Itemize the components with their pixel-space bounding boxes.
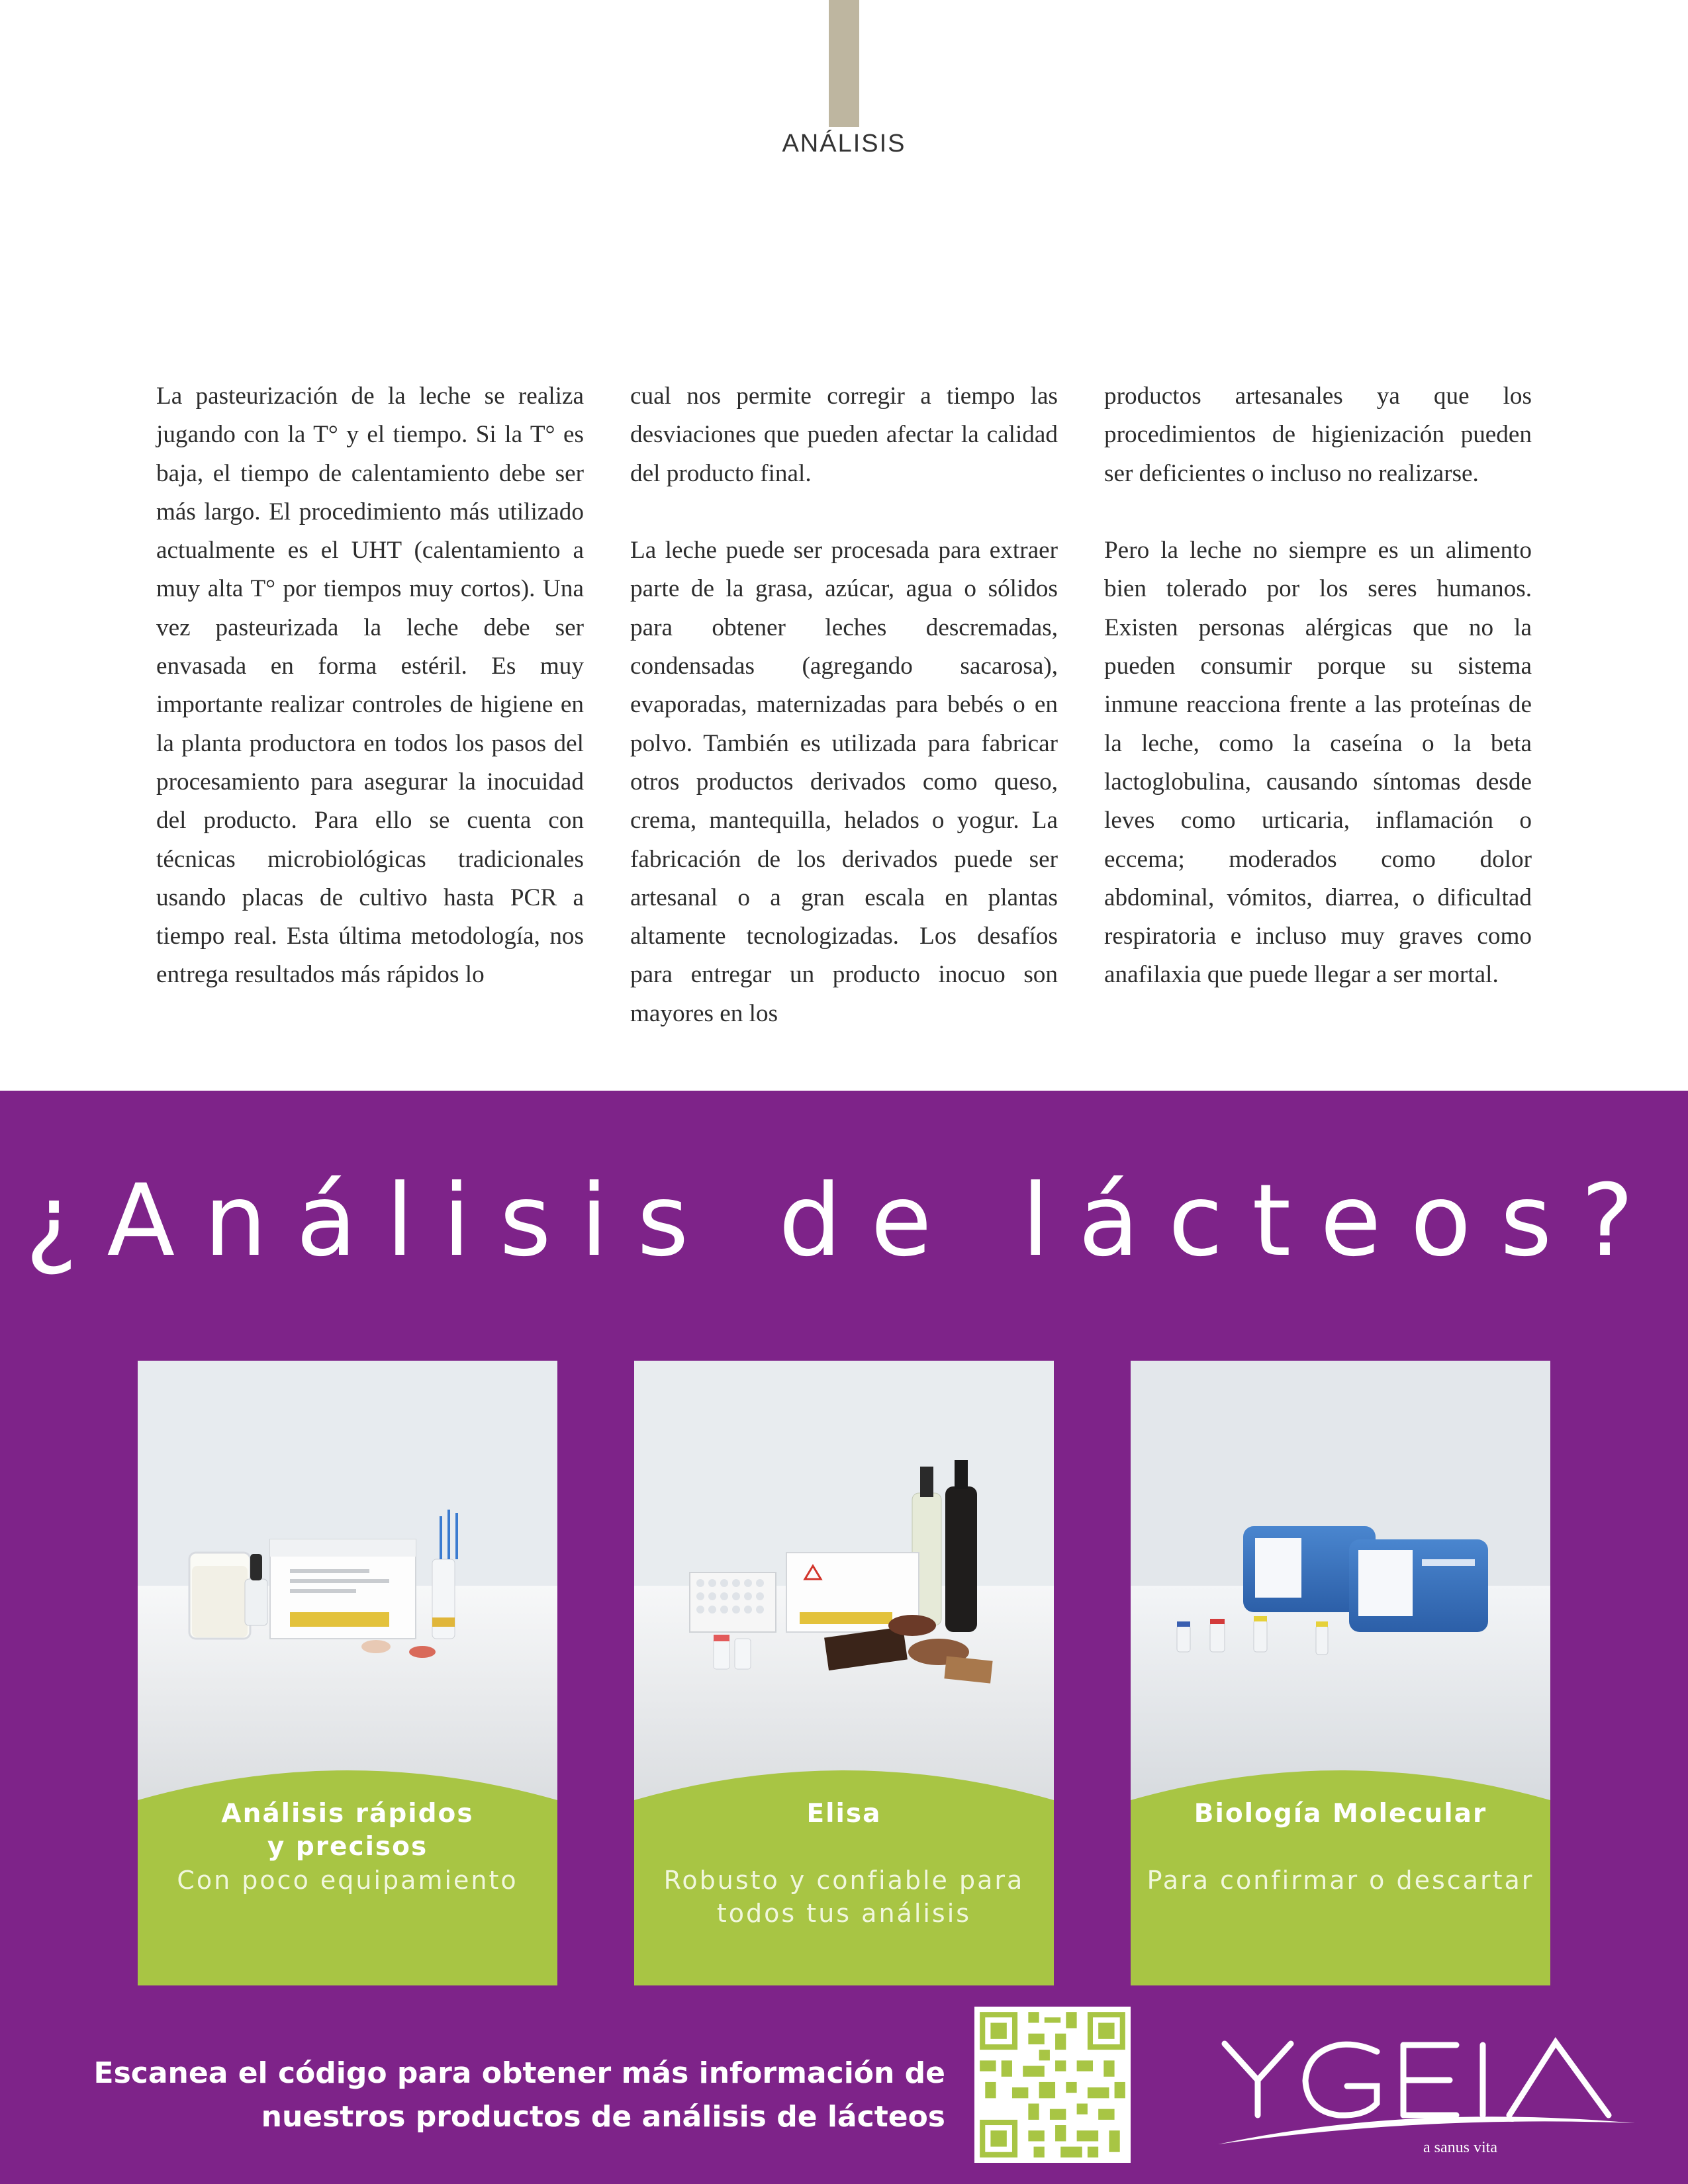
product-card-elisa[interactable] — [634, 1361, 1054, 1985]
card-subtitle: Robusto y confiable para — [663, 1866, 1025, 1895]
ygeia-logo — [1211, 2030, 1648, 2163]
logo-tagline: a sanus vita — [1423, 2139, 1497, 2156]
card-text — [138, 1797, 557, 1897]
article-paragraph: Pero la leche no siempre es un alimento bien tolerado por los seres humanos. Existen personas alérgicas que no la pueden consumir porque su sistema inmune reacciona frente a las proteínas de la leche, como la caseína o la beta lactoglobulina, causando síntomas desde leves como urticaria, inflamación o eccema; moderados como dolor abdominal, vómitos, diarrea, o dificultad respiratoria e incluso muy graves como anafilaxia que puede llegar a ser mortal. — [1104, 537, 1532, 989]
card-title: y precisos — [267, 1832, 428, 1862]
article-paragraph: productos artesanales ya que los procedimientos de higienización pueden ser deficientes o incluso no realizarse. — [1104, 383, 1532, 487]
product-card-molecular-biology[interactable] — [1131, 1361, 1550, 1985]
card-text — [634, 1797, 1054, 1930]
card-subtitle: Para confirmar o descartar — [1147, 1866, 1534, 1895]
header-accent-bar — [829, 0, 859, 127]
section-label: ANÁLISIS — [782, 130, 906, 158]
cta-line: Escanea el código para obtener más información de — [93, 2056, 945, 2090]
card-subtitle: todos tus análisis — [716, 1899, 972, 1928]
article-column-3 — [1104, 377, 1532, 995]
article-paragraph: La pasteurización de la leche se realiza jugando con la T° y el tiempo. Si la T° es baja, el tiempo de calentamiento debe ser más largo. El procedimiento más utilizado actualmente es el UHT (calentamiento a muy alta T° por tiempos muy cortos). Una vez pasteurizada la leche debe ser envasada en forma estéril. Es muy importante realizar controles de higiene en la planta productora en todos los pasos del procesamiento para asegurar la inocuidad del producto. Para ello se cuenta con técnicas microbiológicas tradicionales usando placas de cultivo hasta PCR a tiempo real. Esta última metodología, nos entrega resultados más rápidos lo — [156, 383, 584, 989]
article-paragraph: La leche puede ser procesada para extraer parte de la grasa, azúcar, agua o sólidos para obtener leches descremadas, condensadas (agregando sacarosa), evaporadas, maternizadas para bebés o en polvo. También es utilizada para fabricar otros productos derivados como queso, crema, mantequilla, helados o yogur. La fabricación de los derivados puede ser artesanal o a gran escala en plantas altamente tecnologizadas. Los desafíos para entregar un producto inocuo son mayores en los — [630, 537, 1058, 1027]
qr-code-icon[interactable] — [974, 2007, 1131, 2163]
product-card-rapid-analysis[interactable] — [138, 1361, 557, 1985]
ad-title: ¿Análisis de lácteos? — [24, 1163, 1664, 1279]
card-text — [1131, 1797, 1550, 1897]
card-title: Elisa — [806, 1799, 882, 1829]
card-title: Biología Molecular — [1194, 1799, 1487, 1829]
article-column-2 — [630, 377, 1058, 1033]
card-title: Análisis rápidos — [221, 1799, 474, 1829]
cta-line: nuestros productos de análisis de lácteos — [261, 2100, 945, 2134]
ad-call-to-action — [94, 2052, 945, 2139]
article-paragraph: cual nos permite corregir a tiempo las desviaciones que pueden afectar la calidad del producto final. — [630, 383, 1058, 487]
advertisement-banner — [0, 1091, 1688, 2184]
card-subtitle: Con poco equipamiento — [177, 1866, 518, 1895]
article-column-1 — [156, 377, 584, 995]
